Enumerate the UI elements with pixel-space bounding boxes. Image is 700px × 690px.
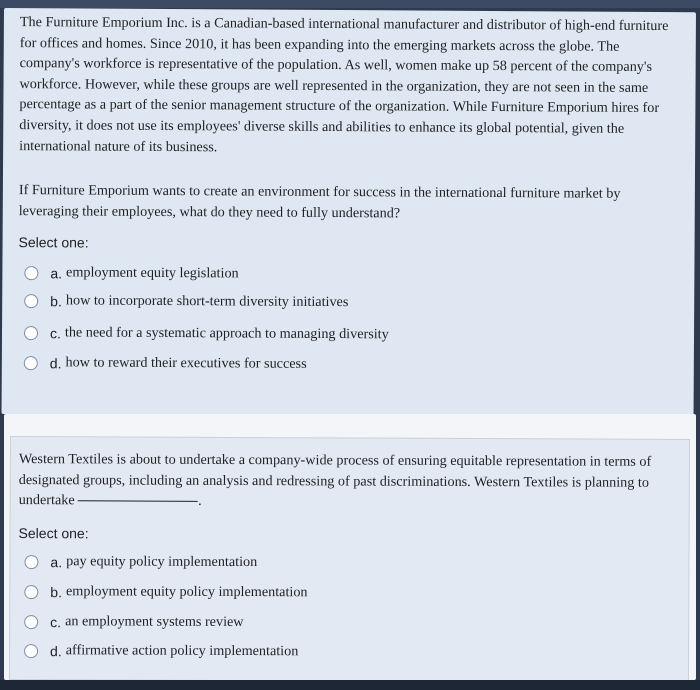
- question-1-prompt: If Furniture Emporium wants to create an environment for success in the international furniture market by leveraging their employees, what do they need to fully understand?: [18, 182, 621, 222]
- top-edge: [0, 0, 700, 8]
- option-text: how to incorporate short-term diversity initiatives: [65, 292, 349, 311]
- question-1-stem: The Furniture Emporium Inc. is a Canadian-based international manufacturer and distributor of high-end furniture for offices and homes. Since 2010, it has been expanding into the emerging markets across the globe. The company's workforce is representative of the population. As well, women make up 58 percent of the company's workforce. However, while these groups are well represented in the organization, they are not seen in the same percentage as a part of the senior management structure of the organization. While Furniture Emporium hires for diversity, it does not use its employees' diverse skills and abilities to enhance its global potential, given the international nature of its business.: [19, 14, 669, 155]
- question-1-card: [2, 8, 696, 418]
- question-2-stem: [19, 449, 679, 514]
- question-2-option-d[interactable]: [24, 642, 298, 660]
- question-2-panel: [9, 436, 690, 683]
- option-text: employment equity legislation: [66, 264, 239, 282]
- question-2-option-a[interactable]: [24, 553, 257, 571]
- option-letter: c.: [49, 324, 61, 341]
- radio-button[interactable]: [24, 555, 38, 569]
- question-2-option-b[interactable]: [24, 583, 307, 601]
- option-text: how to reward their executives for success: [65, 354, 307, 372]
- radio-button[interactable]: [24, 266, 38, 280]
- radio-button[interactable]: [24, 326, 38, 340]
- question-1-option-d[interactable]: [24, 354, 307, 373]
- answer-blank: [78, 500, 198, 502]
- option-letter: d.: [49, 354, 62, 371]
- option-text: the need for a systematic approach to managing diversity: [64, 324, 389, 343]
- question-2-stem-text: Western Textiles is about to undertake a company-wide process of ensuring equitable representation in terms of designated groups, including an analysis and redressing of past discriminations. Western Textiles is planning to undertake: [18, 451, 652, 509]
- option-text: an employment systems review: [65, 613, 244, 631]
- option-letter: c.: [50, 613, 62, 630]
- question-1-option-b[interactable]: [24, 292, 348, 311]
- radio-button[interactable]: [24, 294, 38, 308]
- question-2-card: [4, 414, 696, 680]
- radio-button[interactable]: [24, 615, 38, 629]
- question-1-option-a[interactable]: [24, 264, 238, 282]
- question-2-stem-end: .: [198, 493, 202, 510]
- option-text: pay equity policy implementation: [66, 553, 258, 571]
- radio-button[interactable]: [24, 585, 38, 599]
- option-letter: a.: [50, 264, 63, 281]
- option-letter: d.: [50, 642, 62, 659]
- radio-button[interactable]: [24, 356, 38, 370]
- option-text: affirmative action policy implementation: [65, 642, 299, 660]
- select-one-label: Select one:: [18, 525, 89, 542]
- question-2-option-c[interactable]: [24, 613, 243, 631]
- option-letter: b.: [50, 583, 63, 600]
- option-letter: b.: [50, 292, 62, 309]
- radio-button[interactable]: [24, 644, 38, 658]
- select-one-label: Select one:: [18, 234, 89, 251]
- bottom-edge: [0, 680, 700, 690]
- option-text: employment equity policy implementation: [65, 583, 308, 601]
- question-1-option-c[interactable]: [24, 324, 389, 343]
- option-letter: a.: [50, 553, 63, 570]
